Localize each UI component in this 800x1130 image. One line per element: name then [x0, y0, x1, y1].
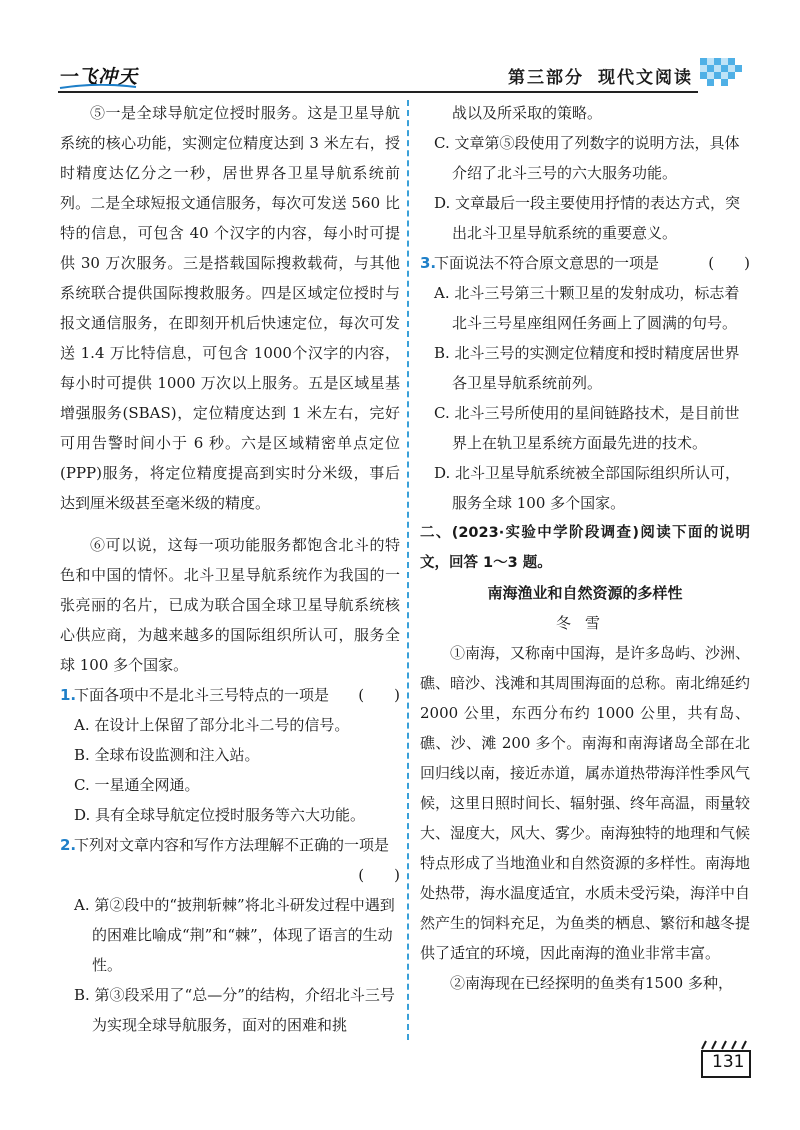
option-d: D. 具有全球导航定位授时服务等六大功能。: [74, 806, 366, 824]
header-rule: [58, 91, 698, 93]
section-subtitle: 现代文阅读: [598, 68, 693, 88]
checker-pattern-icon: [700, 58, 742, 92]
question-3-stem: 下面说法不符合原文意思的一项是: [434, 254, 660, 272]
section-heading: 二、(2023·实验中学阶段调查)阅读下面的说明文，回答 1～3 题。: [420, 525, 750, 571]
option-c: C. 一星通全网通。: [74, 776, 200, 794]
option-d: D. 文章最后一段主要使用抒情的表达方式，突出北斗卫星导航系统的重要意义。: [434, 194, 741, 242]
section-part: 第三部分: [508, 68, 584, 88]
question-1: [60, 680, 400, 710]
section-title: [508, 63, 693, 88]
paragraph-6: ⑥可以说，这每一项功能服务都饱含北斗的特色和中国的情怀。北斗卫星导航系统作为我国的一张亮丽的名片，已成为联合国全球卫星导航系统核心供应商，为越来越多的国际组织所认可，服务全球 100 多个国家。: [60, 536, 400, 674]
option-a: A. 北斗三号第三十颗卫星的发射成功，标志着北斗三号星座组网任务画上了圆满的句号。: [434, 284, 740, 332]
question-2-number: 2.: [60, 836, 77, 854]
option-a: A. 在设计上保留了部分北斗二号的信号。: [74, 716, 350, 734]
option-d: D. 北斗卫星导航系统被全部国际组织所认可，服务全球 100 多个国家。: [434, 464, 741, 512]
question-2: [60, 830, 400, 890]
question-1-number: 1.: [60, 686, 77, 704]
page-header: [0, 0, 800, 100]
option-list: [60, 710, 400, 830]
option-b-continued: 战以及所采取的策略。: [452, 104, 603, 122]
option-b: B. 第③段采用了“总—分”的结构，介绍北斗三号为实现全球导航服务，面对的困难和挑: [74, 986, 395, 1034]
option-list: [60, 890, 400, 1040]
option-list: [420, 278, 750, 518]
column-divider: [407, 100, 409, 1040]
answer-bracket[interactable]: ( ): [358, 866, 400, 884]
question-1-stem: 下面各项中不是北斗三号特点的一项是: [74, 686, 330, 704]
answer-bracket[interactable]: ( ): [708, 254, 750, 272]
question-2-stem: 下列对文章内容和写作方法理解不正确的一项是: [74, 836, 390, 854]
right-column: [420, 98, 750, 998]
option-a: A. 第②段中的“披荆斩棘”将北斗研发过程中遇到的困难比喻成“荆”和“棘”，体现了语言的生动性。: [74, 896, 395, 974]
article-title: 南海渔业和自然资源的多样性: [487, 584, 683, 602]
question-3: [420, 248, 750, 278]
option-b: B. 北斗三号的实测定位精度和授时精度居世界各卫星导航系统前列。: [434, 344, 740, 392]
option-list: [420, 98, 750, 248]
article-author: 冬雪: [555, 614, 614, 632]
brand-logo: 一飞冲天: [58, 66, 139, 88]
paragraph-1: ①南海，又称南中国海，是许多岛屿、沙洲、礁、暗沙、浅滩和其周围海面的总称。南北绵延约 2000 公里，东西分布约 1000 公里，共有岛、礁、沙、滩 200 多个。南海和南海诸岛全部在北回归线以南，接近赤道，属赤道热带海洋性季风气候，这里日照时间长、辐射强、终年高温，雨量较大、湿度大，风大、雾少。南海独特的地理和气候特点形成了当地渔业和自然资源的多样性。南海地处热带，海水温度适宜，水质未受污染，海洋中自然产生的饲料充足，为鱼类的栖息、繁衍和越冬提供了适宜的环境，因此南海的渔业非常丰富。: [420, 644, 751, 962]
option-c: C. 北斗三号所使用的星间链路技术，是目前世界上在轨卫星系统方面最先进的技术。: [434, 404, 740, 452]
page-number: 131: [712, 1052, 745, 1072]
paragraph-5: ⑤一是全球导航定位授时服务。这是卫星导航系统的核心功能，实测定位精度达到 3 米左右，授时精度达亿分之一秒，居世界各卫星导航系统前列。二是全球短报文通信服务，每次可发送 560 比特的信息，可包含 40 个汉字的内容，每小时可提供 30 万次服务。三是搭载国际搜救载荷，与其他系统联合提供国际搜救服务。四是区域定位授时与报文通信服务，在即刻开机后快速定位，每次可发送 1.4 万比特信息，可包含 1000个汉字的内容，每小时可提供 1000 万次以上服务。五是区域星基增强服务(SBAS)，定位精度达到 1 米左右，完好可用告警时间小于 6 秒。六是区域精密单点定位(PPP)服务，将定位精度提高到实时分米级，事后达到厘米级甚至毫米级的精度。: [60, 104, 400, 512]
swoosh-icon: [58, 84, 138, 90]
paragraph-2: ②南海现在已经探明的鱼类有1500 多种，: [450, 974, 733, 992]
question-3-number: 3.: [420, 254, 437, 272]
answer-bracket[interactable]: ( ): [358, 686, 400, 704]
option-c: C. 文章第⑤段使用了列数字的说明方法，具体介绍了北斗三号的六大服务功能。: [434, 134, 740, 182]
left-column: [60, 98, 400, 1040]
option-b: B. 全球布设监测和注入站。: [74, 746, 260, 764]
